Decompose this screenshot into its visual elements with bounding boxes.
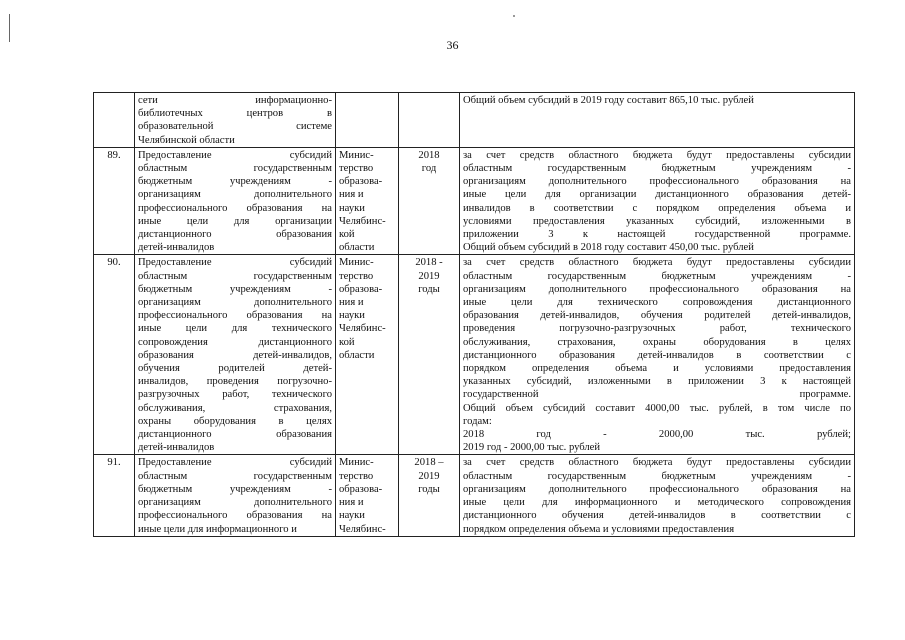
- row-number: 91.: [94, 455, 135, 536]
- measure-name-line: иные цели для технического: [138, 323, 332, 335]
- responsible-executor-line: науки: [339, 310, 365, 322]
- table-row: [94, 147, 855, 255]
- measure-name-line: Предоставление субсидий: [138, 457, 332, 469]
- measure-description-line: годам:: [463, 415, 492, 427]
- measure-description: [460, 255, 855, 455]
- responsible-executor-line: терство: [339, 270, 374, 282]
- implementation-years: [399, 147, 460, 255]
- measure-description: [460, 455, 855, 536]
- measure-description: [460, 147, 855, 255]
- responsible-executor: [336, 147, 399, 255]
- measure-description-line: порядком определения объема и условиями предоставления: [463, 363, 851, 375]
- table-row: [94, 93, 855, 148]
- responsible-executor-line: терство: [339, 163, 374, 175]
- responsible-executor-line: Челябинс-: [339, 523, 386, 535]
- measure-description-line: инвалидов в соответствии с порядком определения объема и: [463, 202, 851, 214]
- measure-name-line: бюджетным учреждениям -: [138, 483, 332, 495]
- implementation-years-line: 2019: [418, 270, 440, 282]
- measure-description-line: условиями предоставления указанных субсидий, изложенными в: [463, 215, 851, 227]
- measure-name-line: организациям дополнительного: [138, 497, 332, 509]
- implementation-years-line: годы: [418, 283, 440, 295]
- measure-description-line: за счет средств областного бюджета будут предоставлены субсидии: [463, 149, 851, 161]
- measure-description: [460, 93, 855, 148]
- measure-description-line: Общий объем субсидий в 2019 году составит 865,10 тыс. рублей: [463, 95, 754, 106]
- measure-name-line: дистанционного образования: [138, 229, 332, 241]
- table-row: [94, 455, 855, 536]
- measure-description-line: дистанционного образования детей-инвалидов в соответствии с: [463, 349, 851, 361]
- responsible-executor-line: терство: [339, 470, 374, 482]
- measure-name-line: иные цели для информационного и: [138, 523, 297, 535]
- measure-description-line: иные цели для организации дистанционного образования детей-: [463, 189, 851, 201]
- measure-name-line: организациям дополнительного: [138, 297, 332, 309]
- measure-name-line: обучения родителей детей-: [138, 363, 332, 375]
- measure-description-line: 2019 год - 2000,00 тыс. рублей: [463, 442, 601, 454]
- table-row: [94, 255, 855, 455]
- responsible-executor-line: ния и: [339, 189, 364, 201]
- measure-name: [135, 455, 336, 536]
- measure-name-line: сопровождения дистанционного: [138, 336, 332, 348]
- measure-name-line: организациям дополнительного: [138, 189, 332, 201]
- measure-name-line: бюджетным учреждениям -: [138, 283, 332, 295]
- responsible-executor-line: Челябинс-: [339, 323, 386, 335]
- responsible-executor-line: науки: [339, 510, 365, 522]
- program-measures-table: [93, 92, 855, 537]
- responsible-executor-line: ния и: [339, 297, 364, 309]
- implementation-years: [399, 255, 460, 455]
- responsible-executor-line: Минис-: [339, 149, 374, 161]
- implementation-years-line: 2019: [418, 470, 440, 482]
- responsible-executor-line: области: [339, 349, 375, 361]
- measure-description-line: областным государственным бюджетным учреждениям -: [463, 163, 851, 175]
- measure-description-line: иные цели для технического сопровождения дистанционного: [463, 297, 851, 309]
- implementation-years-line: 2018 -: [415, 257, 443, 269]
- measure-name-line: профессионального образования на: [138, 310, 332, 322]
- measure-name: [135, 93, 336, 148]
- measure-name-line: образовательной системе: [138, 121, 332, 133]
- measure-name-line: дистанционного образования: [138, 429, 332, 441]
- implementation-years-line: 2018 –: [414, 457, 444, 469]
- measure-name-line: детей-инвалидов: [138, 442, 215, 454]
- measure-name-line: Челябинской области: [138, 134, 235, 146]
- row-number: 89.: [94, 147, 135, 255]
- measure-description-line: порядком определения объема и условиями предоставления: [463, 523, 735, 535]
- measure-description-line: областным государственным бюджетным учреждениям -: [463, 470, 851, 482]
- measure-name-line: областным государственным: [138, 270, 332, 282]
- measure-description-line: дистанционного обучения детей-инвалидов в соответствии с: [463, 510, 851, 522]
- measure-description-line: Общий объем субсидий в 2018 году составит 450,00 тыс. рублей: [463, 242, 754, 254]
- measure-name-line: профессионального образования на: [138, 510, 332, 522]
- measure-name-line: Предоставление субсидий: [138, 257, 332, 269]
- implementation-years: [399, 455, 460, 536]
- page-number: 36: [446, 38, 459, 52]
- responsible-executor: [336, 455, 399, 536]
- responsible-executor-line: образова-: [339, 483, 383, 495]
- measure-description-line: организациям дополнительного профессионального образования на: [463, 483, 851, 495]
- measure-description-line: Общий объем субсидий составит 4000,00 тыс. рублей, в том числе по: [463, 402, 851, 414]
- measure-name-line: профессионального образования на: [138, 202, 332, 214]
- measure-name-line: инвалидов, проведения погрузочно-: [138, 376, 332, 388]
- responsible-executor: [336, 93, 399, 148]
- measure-description-line: обслуживания, страхования, охраны оборудования в целях: [463, 336, 851, 348]
- measure-description-line: государственной программе.: [463, 389, 851, 401]
- implementation-years-line: годы: [418, 483, 440, 495]
- scan-speck: [513, 15, 515, 17]
- responsible-executor-line: кой: [339, 336, 355, 348]
- measure-description-line: 2018 год - 2000,00 тыс. рублей;: [463, 429, 851, 441]
- implementation-years: [399, 93, 460, 148]
- implementation-years-line: год: [421, 163, 437, 175]
- measure-name-line: детей-инвалидов: [138, 242, 215, 254]
- measure-description-line: за счет средств областного бюджета будут предоставлены субсидии: [463, 457, 851, 469]
- measure-name-line: библиотечных центров в: [138, 108, 332, 120]
- measure-description-line: образования детей-инвалидов, обучения родителей детей-инвалидов,: [463, 310, 851, 322]
- responsible-executor-line: кой: [339, 229, 355, 241]
- measure-name-line: областным государственным: [138, 470, 332, 482]
- measure-name-line: охраны оборудования в целях: [138, 415, 332, 427]
- measure-description-line: иные цели для информационного и методического сопровождения: [463, 497, 851, 509]
- measure-name-line: образования детей-инвалидов,: [138, 349, 332, 361]
- responsible-executor-line: области: [339, 242, 375, 254]
- responsible-executor-line: образова-: [339, 283, 383, 295]
- responsible-executor-line: ния и: [339, 497, 364, 509]
- measure-name-line: иные цели для организации: [138, 215, 332, 227]
- measure-name: [135, 147, 336, 255]
- measure-description-line: приложении 3 к настоящей государственной программе.: [463, 229, 851, 241]
- responsible-executor: [336, 255, 399, 455]
- measure-name-line: сети информационно-: [138, 95, 332, 106]
- responsible-executor-line: Минис-: [339, 257, 374, 269]
- responsible-executor-line: Челябинс-: [339, 215, 386, 227]
- responsible-executor-line: образова-: [339, 176, 383, 188]
- measure-description-line: проведения погрузочно-разгрузочных работ, технического: [463, 323, 851, 335]
- responsible-executor-line: науки: [339, 202, 365, 214]
- row-number: 90.: [94, 255, 135, 455]
- measure-description-line: указанных субсидий, изложенными в приложении 3 к настоящей: [463, 376, 851, 388]
- measure-description-line: организациям дополнительного профессионального образования на: [463, 283, 851, 295]
- row-number: [94, 93, 135, 148]
- measure-description-line: областным государственным бюджетным учреждениям -: [463, 270, 851, 282]
- measure-name-line: бюджетным учреждениям -: [138, 176, 332, 188]
- implementation-years-line: 2018: [418, 149, 440, 161]
- measure-name-line: обслуживания, страхования,: [138, 402, 332, 414]
- measure-description-line: организациям дополнительного профессионального образования на: [463, 176, 851, 188]
- responsible-executor-line: Минис-: [339, 457, 374, 469]
- measure-description-line: за счет средств областного бюджета будут предоставлены субсидии: [463, 257, 851, 269]
- measure-name-line: Предоставление субсидий: [138, 149, 332, 161]
- measure-name-line: разгрузочных работ, технического: [138, 389, 332, 401]
- measure-name: [135, 255, 336, 455]
- measure-name-line: областным государственным: [138, 163, 332, 175]
